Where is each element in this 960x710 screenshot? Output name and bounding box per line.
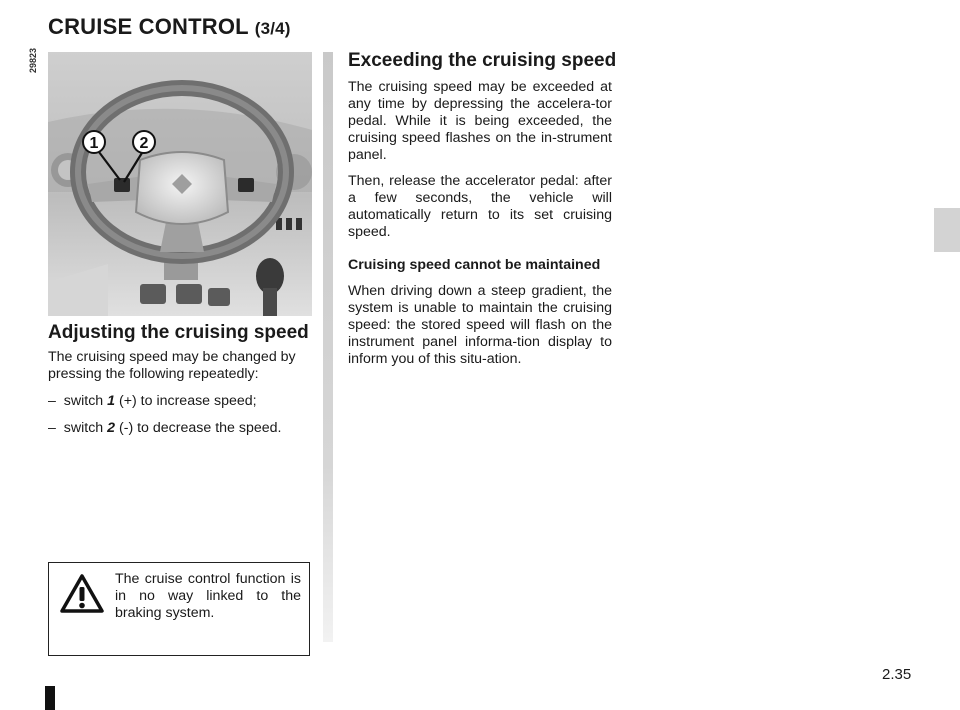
list-suffix: (+) to increase speed; [119,393,257,409]
column-divider [323,52,333,642]
callout-2-label: 2 [139,135,149,152]
title-text: CRUISE CONTROL [48,14,249,39]
steering-wheel-photo [48,52,312,316]
warning-triangle-icon [59,573,105,615]
list-dash: – [48,420,56,436]
corner-mark [45,686,55,710]
warning-text: The cruise control function is in no way linked to the braking system. [115,571,301,621]
list-prefix: switch [63,420,104,436]
section-thumb-tab [934,208,960,252]
subheading-cannot-maintain: Cruising speed cannot be maintained [348,257,601,273]
callout-1 [83,131,105,153]
section-heading-adjusting: Adjusting the cruising speed [48,322,309,343]
exceeding-paragraph-1: The cruising speed may be exceeded at any time by depressing the accelera-tor pedal. While it is being exceeded, the cruising speed flashes on the in-strument panel. [348,79,612,163]
adjusting-section-body [48,349,314,447]
list-prefix: switch [63,393,104,409]
title-suffix: (3/4) [254,19,291,38]
list-item [48,420,314,437]
list-suffix: (-) to decrease the speed. [119,420,282,436]
page-title [48,14,291,40]
switch-number: 2 [107,420,116,436]
list-item [48,393,314,410]
callout-2 [133,131,155,153]
list-dash: – [48,393,56,409]
exceeding-paragraph-2: Then, release the accelerator pedal: after a few seconds, the vehicle will automatically return to its set cruising speed. [348,173,612,240]
callout-1-label: 1 [89,135,99,152]
section-heading-exceeding: Exceeding the cruising speed [348,50,617,71]
switch-number: 1 [107,393,116,409]
exceeding-paragraph-3: When driving down a steep gradient, the system is unable to maintain the cruising speed: the stored speed will flash on the instrument panel informa-tion display to inform you of this situ-ation. [348,283,612,367]
exceeding-section-body [348,79,612,377]
page-number: 2.35 [882,666,912,683]
figure-reference-code: 29823 [28,48,38,74]
warning-box [48,562,310,656]
adjusting-intro: The cruising speed may be changed by pressing the following repeatedly: [48,349,296,382]
steering-wheel-illustration [48,52,312,316]
